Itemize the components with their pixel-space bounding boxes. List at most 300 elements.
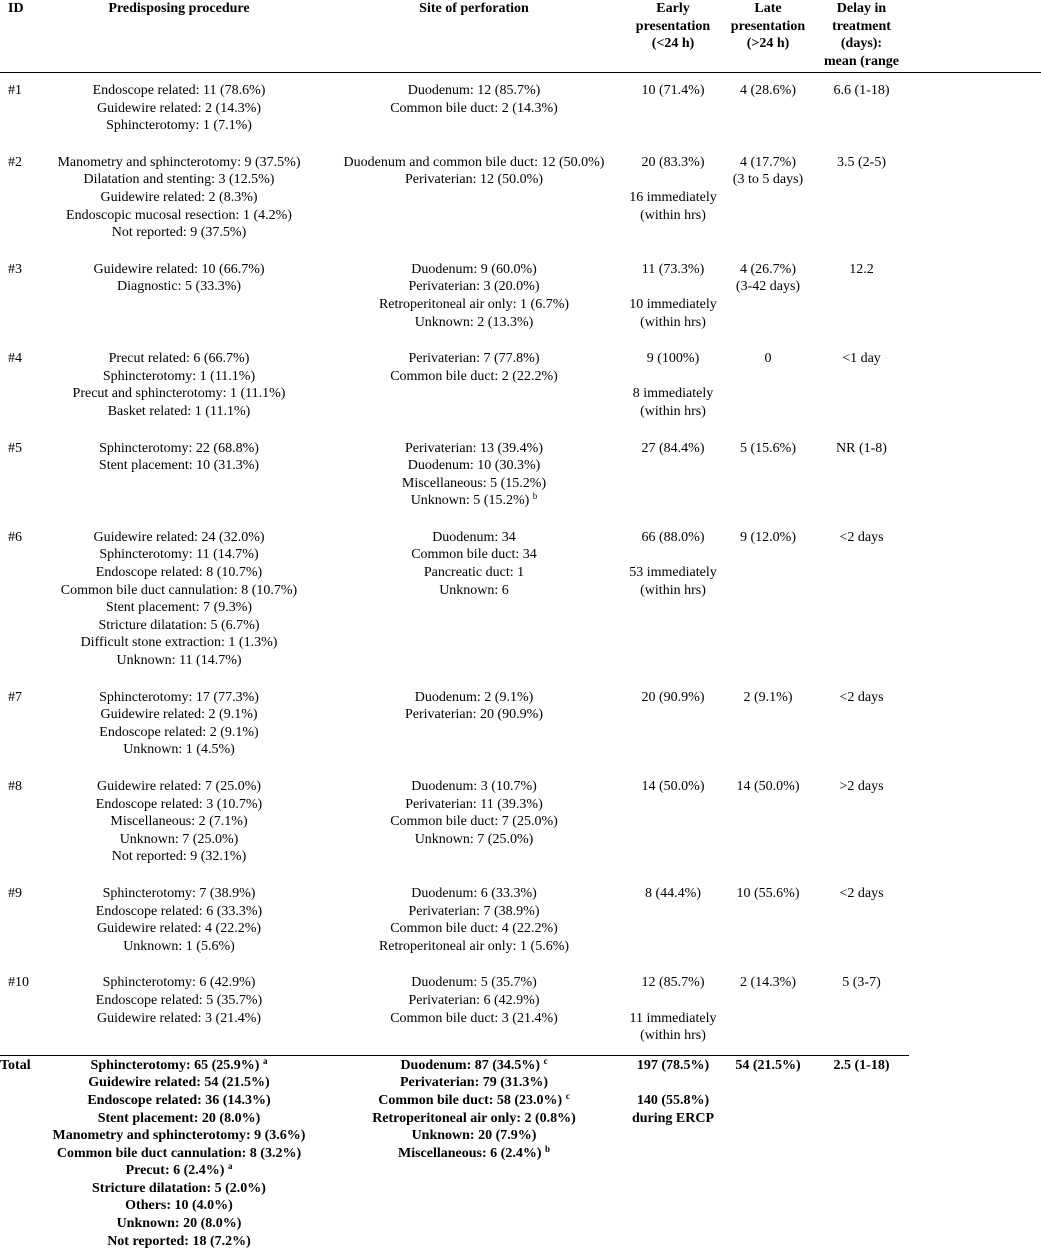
cell-text: 12.2 bbox=[849, 261, 874, 277]
row-id-cell: #10 bbox=[8, 975, 29, 991]
cell-line bbox=[324, 1145, 624, 1163]
cell-line bbox=[324, 1074, 624, 1092]
cell-text: Guidewire related: 24 (32.0%) bbox=[93, 529, 265, 545]
procedure-cell bbox=[34, 965, 324, 1055]
cell-text: Guidewire related: 7 (25.0%) bbox=[96, 779, 262, 794]
cell-text: Duodenum and common bile duct: 12 (50.0%) bbox=[343, 154, 605, 170]
header-late-line: (>24 h) bbox=[746, 36, 790, 52]
cell-line bbox=[624, 1057, 722, 1075]
cell-text: <1 day bbox=[842, 351, 881, 367]
cell-text: Unknown: 5 (15.2%) bbox=[410, 493, 530, 509]
cell-text: (within hrs) bbox=[640, 207, 706, 223]
cell-text: 8 (44.4%) bbox=[645, 885, 701, 901]
cell-line bbox=[34, 706, 324, 724]
cell-line bbox=[324, 992, 624, 1010]
cell-text: Common bile duct: 2 (22.2%) bbox=[390, 368, 558, 384]
cell-text: Unknown: 6 bbox=[439, 582, 509, 598]
early-cell bbox=[624, 680, 722, 769]
late-cell bbox=[722, 965, 814, 1055]
cell-text: Guidewire related: 54 (21.5%) bbox=[88, 1075, 270, 1091]
cell-line bbox=[324, 546, 624, 564]
cell-line bbox=[34, 261, 324, 279]
cell-text: Sphincterotomy: 65 (25.9%) bbox=[90, 1057, 260, 1073]
cell-text: during ERCP bbox=[631, 1110, 715, 1126]
cell-line bbox=[814, 440, 909, 458]
cell-line bbox=[34, 82, 324, 100]
cell-line bbox=[34, 741, 324, 759]
cell-text: 14 (50.0%) bbox=[641, 779, 705, 794]
procedure-cell bbox=[34, 680, 324, 769]
header-blank bbox=[909, 0, 1041, 73]
cell-line bbox=[324, 368, 624, 386]
cell-line bbox=[34, 1074, 324, 1092]
footnote-marker: c bbox=[565, 1090, 570, 1101]
cell-line bbox=[814, 82, 909, 100]
cell-line bbox=[324, 885, 624, 903]
cell-line bbox=[34, 278, 324, 296]
cell-text: Sphincterotomy: 7 (38.9%) bbox=[102, 885, 256, 901]
cell-line bbox=[324, 475, 624, 493]
row-id-cell: #2 bbox=[8, 154, 22, 170]
cell-line bbox=[324, 974, 624, 992]
cell-line bbox=[624, 403, 722, 421]
cell-line bbox=[324, 350, 624, 368]
cell-line bbox=[34, 100, 324, 118]
blank-cell bbox=[909, 431, 1041, 520]
cell-line bbox=[814, 1057, 909, 1075]
cell-text: Endoscope related: 6 (33.3%) bbox=[95, 903, 263, 919]
cell-text: 10 (55.6%) bbox=[736, 885, 800, 901]
cell-line bbox=[624, 529, 722, 547]
cell-line bbox=[324, 564, 624, 582]
cell-text: Unknown: 20 (7.9%) bbox=[411, 1128, 537, 1144]
cell-text: (3-42 days) bbox=[735, 279, 801, 295]
cell-line bbox=[814, 974, 909, 992]
early-cell bbox=[624, 769, 722, 876]
cell-text: Manometry and sphincterotomy: 9 (37.5%) bbox=[57, 154, 301, 170]
cell-line bbox=[34, 457, 324, 475]
cell-line bbox=[324, 440, 624, 458]
cell-line bbox=[814, 350, 909, 368]
early-cell bbox=[624, 965, 722, 1055]
late-cell bbox=[722, 252, 814, 341]
cell-line bbox=[324, 100, 624, 118]
cell-line bbox=[722, 261, 814, 279]
cell-text: 11 (73.3%) bbox=[641, 261, 705, 277]
cell-text: >2 days bbox=[839, 779, 884, 794]
cell-line bbox=[722, 885, 814, 903]
cell-text: Perivaterian: 3 (20.0%) bbox=[408, 279, 540, 295]
row-id-cell: #8 bbox=[8, 779, 22, 794]
cell-line bbox=[624, 564, 722, 582]
cell-line bbox=[34, 582, 324, 600]
footnote-marker: b bbox=[544, 1143, 550, 1154]
cell-text: Others: 10 (4.0%) bbox=[125, 1198, 233, 1214]
cell-text: 16 immediately bbox=[629, 189, 717, 205]
cell-text: Duodenum: 9 (60.0%) bbox=[411, 261, 537, 277]
cell-text: 9 (100%) bbox=[646, 351, 700, 367]
cell-line bbox=[34, 189, 324, 207]
cell-line bbox=[34, 724, 324, 742]
cell-text: (within hrs) bbox=[640, 403, 706, 419]
cell-text: Common bile duct: 2 (14.3%) bbox=[390, 100, 558, 116]
cell-text: 4 (28.6%) bbox=[740, 83, 796, 98]
cell-text: 66 (88.0%) bbox=[641, 529, 705, 545]
cell-text: NR (1-8) bbox=[836, 440, 887, 456]
cell-line bbox=[324, 920, 624, 938]
cell-line bbox=[34, 1215, 324, 1233]
early-cell bbox=[624, 73, 722, 145]
cell-line bbox=[34, 385, 324, 403]
cell-text: (within hrs) bbox=[640, 314, 706, 330]
delay-cell bbox=[814, 431, 909, 520]
delay-cell bbox=[814, 965, 909, 1055]
cell-text: Stent placement: 20 (8.0%) bbox=[97, 1110, 261, 1126]
cell-text: Guidewire related: 3 (21.4%) bbox=[96, 1010, 262, 1026]
header-early bbox=[624, 0, 722, 73]
cell-text: Duodenum: 3 (10.7%) bbox=[411, 779, 537, 794]
spacer bbox=[624, 992, 722, 1010]
cell-text: Perivaterian: 7 (77.8%) bbox=[408, 351, 540, 367]
delay-cell bbox=[814, 73, 909, 145]
procedure-cell bbox=[34, 73, 324, 145]
cell-line bbox=[34, 599, 324, 617]
late-cell bbox=[722, 145, 814, 252]
cell-line bbox=[814, 529, 909, 547]
cell-text: <2 days bbox=[839, 885, 884, 901]
site-cell bbox=[324, 965, 624, 1055]
cell-line bbox=[34, 1057, 324, 1075]
cell-line bbox=[34, 207, 324, 225]
procedure-cell bbox=[34, 145, 324, 252]
blank-cell bbox=[909, 965, 1041, 1055]
cell-line bbox=[34, 1010, 324, 1028]
footnote-marker: c bbox=[543, 1055, 548, 1066]
cell-line bbox=[722, 82, 814, 100]
cell-text: Guidewire related: 2 (9.1%) bbox=[100, 707, 258, 723]
cell-text: Perivaterian: 12 (50.0%) bbox=[404, 172, 543, 188]
cell-line bbox=[34, 564, 324, 582]
cell-line bbox=[722, 440, 814, 458]
cell-text: 20 (83.3%) bbox=[641, 154, 705, 170]
cell-line bbox=[722, 1057, 814, 1075]
header-delay-line: mean (range bbox=[823, 53, 900, 69]
cell-line bbox=[324, 831, 624, 849]
cell-text: Duodenum: 87 (34.5%) bbox=[400, 1057, 541, 1073]
cell-text: Unknown: 7 (25.0%) bbox=[119, 831, 239, 847]
late-cell bbox=[722, 876, 814, 965]
cell-line bbox=[722, 529, 814, 547]
cell-line bbox=[34, 1162, 324, 1180]
cell-line bbox=[722, 278, 814, 296]
cell-line bbox=[324, 1010, 624, 1028]
blank-cell bbox=[909, 520, 1041, 680]
cell-text: Sphincterotomy: 17 (77.3%) bbox=[99, 689, 259, 705]
table-row bbox=[0, 431, 1041, 520]
blank-cell bbox=[909, 252, 1041, 341]
cell-text: <2 days bbox=[839, 529, 884, 545]
cell-line bbox=[722, 171, 814, 189]
blank-cell bbox=[909, 73, 1041, 145]
delay-cell bbox=[814, 145, 909, 252]
blank-cell bbox=[909, 145, 1041, 252]
row-id-cell: #6 bbox=[8, 529, 22, 545]
cell-text: Unknown: 7 (25.0%) bbox=[414, 831, 534, 847]
cell-line bbox=[624, 778, 722, 796]
cell-line bbox=[722, 350, 814, 368]
header-late-line: presentation bbox=[730, 18, 806, 34]
row-id-cell: #4 bbox=[8, 351, 22, 367]
row-id-cell: #7 bbox=[8, 689, 22, 705]
cell-text: Not reported: 9 (32.1%) bbox=[111, 849, 247, 865]
procedure-cell bbox=[34, 252, 324, 341]
late-cell bbox=[722, 680, 814, 769]
cell-line bbox=[624, 207, 722, 225]
table-row bbox=[0, 520, 1041, 680]
cell-line bbox=[324, 778, 624, 796]
cell-text: Endoscope related: 8 (10.7%) bbox=[95, 565, 263, 581]
cell-line bbox=[722, 689, 814, 707]
cell-line bbox=[34, 171, 324, 189]
cell-line bbox=[34, 154, 324, 172]
cell-text: 12 (85.7%) bbox=[641, 975, 705, 991]
cell-line bbox=[324, 492, 624, 510]
cell-line bbox=[34, 938, 324, 956]
cell-text: Duodenum: 5 (35.7%) bbox=[411, 975, 537, 991]
site-cell bbox=[324, 431, 624, 520]
cell-line bbox=[324, 1110, 624, 1128]
cell-text: Endoscopic mucosal resection: 1 (4.2%) bbox=[66, 207, 292, 223]
cell-text: Miscellaneous: 5 (15.2%) bbox=[401, 475, 547, 491]
cell-text: Guidewire related: 2 (8.3%) bbox=[100, 189, 258, 205]
cell-line bbox=[34, 813, 324, 831]
cell-line bbox=[624, 82, 722, 100]
early-cell bbox=[624, 876, 722, 965]
cell-text: 4 (26.7%) bbox=[740, 261, 796, 277]
cell-line bbox=[324, 154, 624, 172]
cell-line bbox=[624, 1027, 722, 1045]
cell-text: Common bile duct: 3 (21.4%) bbox=[390, 1010, 558, 1026]
site-cell bbox=[324, 876, 624, 965]
cell-text: Endoscope related: 36 (14.3%) bbox=[87, 1092, 271, 1108]
cell-line bbox=[722, 154, 814, 172]
cell-text: 6.6 (1-18) bbox=[833, 83, 890, 98]
cell-line bbox=[34, 920, 324, 938]
spacer bbox=[624, 278, 722, 296]
cell-line bbox=[624, 689, 722, 707]
cell-line bbox=[324, 938, 624, 956]
table-row bbox=[0, 769, 1041, 876]
cell-text: Stent placement: 10 (31.3%) bbox=[98, 458, 260, 474]
cell-line bbox=[624, 385, 722, 403]
site-cell bbox=[324, 520, 624, 680]
table-row bbox=[0, 252, 1041, 341]
cell-text: Perivaterian: 7 (38.9%) bbox=[408, 903, 540, 919]
table-row bbox=[0, 680, 1041, 769]
total-early-cell bbox=[624, 1055, 722, 1250]
row-id-cell: #1 bbox=[8, 83, 22, 98]
late-cell bbox=[722, 341, 814, 430]
cell-text: Guidewire related: 2 (14.3%) bbox=[96, 100, 262, 116]
cell-line bbox=[722, 974, 814, 992]
cell-line bbox=[34, 440, 324, 458]
cell-line bbox=[34, 117, 324, 135]
row-id-cell: #9 bbox=[8, 885, 22, 901]
cell-text: 54 (21.5%) bbox=[735, 1057, 801, 1073]
cell-text: Sphincterotomy: 6 (42.9%) bbox=[102, 975, 256, 991]
table-row bbox=[0, 341, 1041, 430]
cell-line bbox=[814, 885, 909, 903]
cell-line bbox=[34, 1197, 324, 1215]
cell-line bbox=[324, 261, 624, 279]
cell-line bbox=[324, 706, 624, 724]
cell-line bbox=[324, 1092, 624, 1110]
cell-text: Difficult stone extraction: 1 (1.3%) bbox=[80, 635, 278, 651]
cell-text: Basket related: 1 (11.1%) bbox=[107, 403, 251, 419]
table-row bbox=[0, 73, 1041, 145]
cell-line bbox=[324, 296, 624, 314]
cell-line bbox=[34, 652, 324, 670]
cell-text: Precut and sphincterotomy: 1 (11.1%) bbox=[72, 386, 286, 402]
cell-text: Common bile duct: 34 bbox=[411, 547, 537, 563]
total-row bbox=[0, 1055, 1041, 1250]
cell-line bbox=[624, 1010, 722, 1028]
cell-line bbox=[814, 154, 909, 172]
site-cell bbox=[324, 145, 624, 252]
total-procedure-cell bbox=[34, 1055, 324, 1250]
cell-line bbox=[624, 350, 722, 368]
cell-line bbox=[814, 261, 909, 279]
cell-line bbox=[624, 885, 722, 903]
site-cell bbox=[324, 341, 624, 430]
cell-text: Unknown: 20 (8.0%) bbox=[116, 1216, 242, 1232]
header-early-line: Early bbox=[656, 1, 690, 16]
cell-line bbox=[324, 689, 624, 707]
header-site: Site of perforation bbox=[419, 1, 529, 16]
header-delay-line: (days): bbox=[840, 36, 883, 52]
cell-line bbox=[624, 189, 722, 207]
cell-text: Sphincterotomy: 22 (68.8%) bbox=[99, 440, 259, 456]
cell-line bbox=[324, 82, 624, 100]
delay-cell bbox=[814, 680, 909, 769]
cell-text: 9 (12.0%) bbox=[740, 529, 796, 545]
cell-line bbox=[324, 529, 624, 547]
cell-text: 3.5 (2-5) bbox=[837, 154, 886, 170]
cell-line bbox=[34, 992, 324, 1010]
header-delay-line: Delay in bbox=[836, 1, 887, 16]
cell-text: Guidewire related: 4 (22.2%) bbox=[96, 921, 262, 937]
cell-line bbox=[324, 903, 624, 921]
cell-text: Stricture dilatation: 5 (6.7%) bbox=[98, 617, 260, 633]
cell-text: Endoscope related: 3 (10.7%) bbox=[95, 796, 263, 812]
cell-text: Dilatation and stenting: 3 (12.5%) bbox=[83, 172, 275, 188]
cell-line bbox=[34, 1180, 324, 1198]
cell-line bbox=[624, 974, 722, 992]
delay-cell bbox=[814, 341, 909, 430]
header-delay bbox=[814, 0, 909, 73]
early-cell bbox=[624, 145, 722, 252]
cell-text: 10 immediately bbox=[629, 296, 717, 312]
cell-line bbox=[624, 1092, 722, 1110]
cell-line bbox=[624, 296, 722, 314]
cell-text: Common bile duct: 58 (23.0%) bbox=[378, 1092, 563, 1108]
cell-text: Endoscope related: 11 (78.6%) bbox=[92, 83, 266, 98]
blank-cell bbox=[909, 341, 1041, 430]
cell-text: (within hrs) bbox=[640, 1028, 706, 1044]
header-late bbox=[722, 0, 814, 73]
cell-text: (3 to 5 days) bbox=[732, 172, 804, 188]
cell-line bbox=[34, 903, 324, 921]
procedure-cell bbox=[34, 431, 324, 520]
cell-text: Perivaterian: 20 (90.9%) bbox=[404, 707, 543, 723]
cell-line bbox=[324, 171, 624, 189]
delay-cell bbox=[814, 252, 909, 341]
cell-line bbox=[34, 778, 324, 796]
cell-text: Stricture dilatation: 5 (2.0%) bbox=[92, 1180, 266, 1196]
cell-line bbox=[34, 403, 324, 421]
cell-line bbox=[624, 314, 722, 332]
table-row bbox=[0, 145, 1041, 252]
cell-text: 2 (9.1%) bbox=[743, 689, 793, 705]
early-cell bbox=[624, 252, 722, 341]
cell-text: Unknown: 1 (4.5%) bbox=[123, 742, 235, 758]
cell-text: Unknown: 1 (5.6%) bbox=[123, 938, 235, 954]
cell-line bbox=[34, 1127, 324, 1145]
cell-text: 4 (17.7%) bbox=[740, 154, 796, 170]
table-body bbox=[0, 73, 1041, 1055]
cell-line bbox=[34, 617, 324, 635]
cell-line bbox=[324, 813, 624, 831]
cell-line bbox=[624, 261, 722, 279]
spacer bbox=[624, 171, 722, 189]
cell-text: Duodenum: 2 (9.1%) bbox=[414, 689, 534, 705]
site-cell bbox=[324, 680, 624, 769]
total-id: Total bbox=[0, 1055, 34, 1250]
header-row bbox=[0, 0, 1041, 73]
cell-line bbox=[34, 796, 324, 814]
delay-cell bbox=[814, 876, 909, 965]
cell-text: Common bile duct: 7 (25.0%) bbox=[390, 814, 558, 830]
cell-text: Pancreatic duct: 1 bbox=[423, 565, 525, 581]
footnote-marker: b bbox=[532, 491, 538, 502]
cell-text: 8 immediately bbox=[632, 386, 714, 402]
cell-line bbox=[324, 457, 624, 475]
cell-line bbox=[34, 1092, 324, 1110]
cell-text: 2 (14.3%) bbox=[740, 975, 796, 991]
footnote-marker: a bbox=[227, 1161, 233, 1172]
cell-text: Miscellaneous: 6 (2.4%) bbox=[398, 1145, 542, 1161]
cell-text: 27 (84.4%) bbox=[641, 440, 705, 456]
procedure-cell bbox=[34, 876, 324, 965]
procedure-cell bbox=[34, 341, 324, 430]
header-id: ID bbox=[8, 1, 24, 16]
cell-line bbox=[34, 831, 324, 849]
cell-text: <2 days bbox=[839, 689, 884, 705]
cell-line bbox=[34, 848, 324, 866]
cell-text: 5 (3-7) bbox=[842, 975, 881, 991]
cell-text: 20 (90.9%) bbox=[641, 689, 705, 705]
spacer bbox=[624, 1074, 722, 1092]
cell-text: Common bile duct: 4 (22.2%) bbox=[390, 921, 558, 937]
cell-text: Endoscope related: 5 (35.7%) bbox=[95, 992, 263, 1008]
procedure-cell bbox=[34, 520, 324, 680]
cell-line bbox=[324, 1127, 624, 1145]
cell-text: Sphincterotomy: 1 (11.1%) bbox=[102, 368, 256, 384]
cell-line bbox=[34, 1145, 324, 1163]
cell-line bbox=[624, 1110, 722, 1128]
cell-text: 5 (15.6%) bbox=[740, 440, 796, 456]
cell-line bbox=[34, 529, 324, 547]
